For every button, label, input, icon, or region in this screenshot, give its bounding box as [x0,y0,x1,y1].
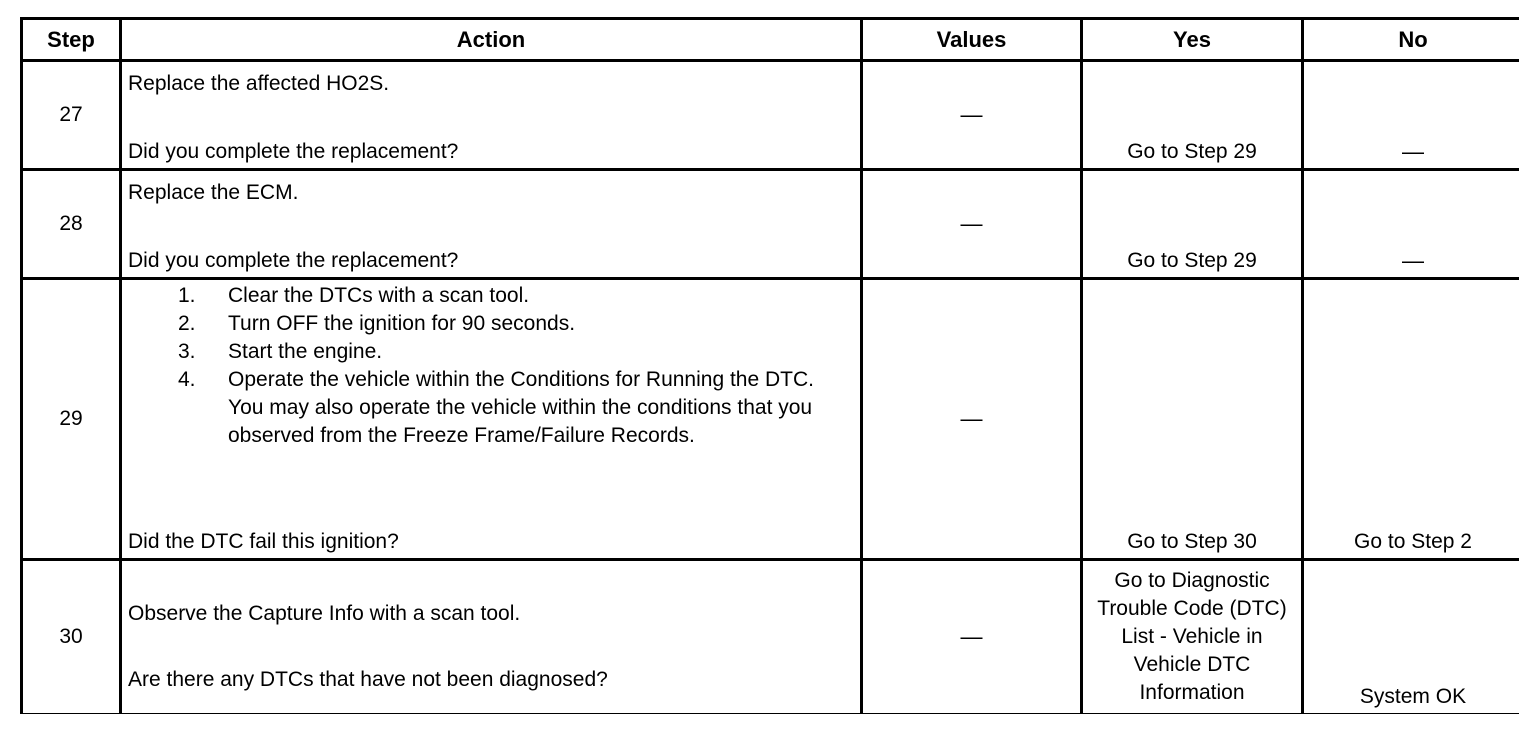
no-cell: — [1304,171,1522,277]
action-question: Did the DTC fail this ignition? [128,530,399,553]
list-item-number: 4. [178,368,196,391]
list-item-number: 1. [178,284,196,307]
values-cell: — [863,561,1080,713]
action-question: Are there any DTCs that have not been diagnosed? [128,668,608,691]
values-cell: — [863,280,1080,558]
action-intro: Replace the ECM. [128,181,299,204]
values-cell: — [863,171,1080,277]
yes-cell: Go to Diagnostic Trouble Code (DTC) List - Vehicle in Vehicle DTC Information [1083,561,1301,713]
step-number: 27 [23,62,119,168]
list-item [178,366,854,450]
action-cell [122,62,860,168]
header-no: No [1304,20,1522,59]
list-item-text: Start the engine. [228,340,383,363]
list-item-text: Operate the vehicle within the Conditions for Running the DTC. You may also operate the vehicle within the conditions that you observed from the Freeze Frame/Failure Records. [228,368,814,447]
header-action: Action [122,20,860,59]
no-cell: — [1304,62,1522,168]
values-cell: — [863,62,1080,168]
list-item-number: 2. [178,312,196,335]
action-cell [122,561,860,713]
step-number: 28 [23,171,119,277]
action-question: Did you complete the replacement? [128,249,459,272]
no-cell: System OK [1304,561,1522,713]
list-item [178,282,854,310]
action-question: Did you complete the replacement? [128,140,459,163]
step-number: 30 [23,561,119,713]
list-item-number: 3. [178,340,196,363]
yes-cell: Go to Step 29 [1083,171,1301,277]
action-cell [122,171,860,277]
header-yes: Yes [1083,20,1301,59]
yes-cell: Go to Step 30 [1083,280,1301,558]
list-item-text: Clear the DTCs with a scan tool. [228,284,530,307]
diagnostic-table [20,17,1519,714]
action-intro: Observe the Capture Info with a scan tool. [128,602,521,625]
action-intro: Replace the affected HO2S. [128,72,390,95]
list-item [178,310,854,338]
step-number: 29 [23,280,119,558]
no-cell: Go to Step 2 [1304,280,1522,558]
procedure-list [128,282,854,450]
header-values: Values [863,20,1080,59]
action-cell [122,280,860,558]
list-item-text: Turn OFF the ignition for 90 seconds. [228,312,576,335]
list-item [178,338,854,366]
yes-cell: Go to Step 29 [1083,62,1301,168]
header-step: Step [23,20,119,59]
